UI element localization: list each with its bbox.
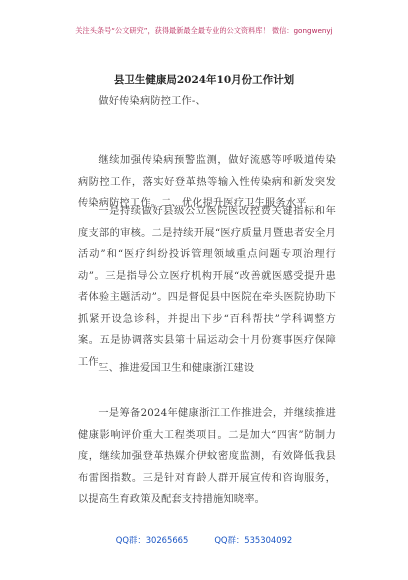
paragraph-1: 做好传染病防控工作-、 bbox=[98, 96, 206, 107]
footer-contact bbox=[0, 534, 408, 546]
paragraph-4: 三、推进爱国卫生和健康浙江建设 bbox=[98, 363, 255, 374]
paragraph-3: 一是持续做好县级公立医院医改控费关键指标和年度支部的审核。二是持续开展“医疗质量月暨患者安全月活动”和“医疗纠纷投诉管理领域重点问题专项治理行动”。三是指导公立医疗机构开展“改善就医感受提升患者体验主题活动”。四是督促县中医院在牵头医院协助下抓紧开设急诊科，并提出下步“百科帮扶”学科调整方案。五是协调落实县第十届运动会十月份赛事医疗保障工作。 bbox=[78, 206, 336, 368]
footer-qq-group-1: QQ群：30265665 bbox=[115, 535, 189, 545]
paragraph-5: 一是筹备2024年健康浙江工作推进会，并继续推进健康影响评价重大工程类项目。二是加大“四害”防制力度，继续加强登革热媒介伊蚊密度监测，有效降低我县布雷图指数。三是针对育龄人群开展宣传和咨询服务，以提高生育政策及配套支持措施知晓率。 bbox=[78, 408, 336, 505]
document-title: 县卫生健康局2024年10月份工作计划 bbox=[113, 74, 295, 86]
footer-qq-group-2: QQ群：535304092 bbox=[214, 535, 293, 545]
paragraph-2: 继续加强传染病预警监测，做好流感等呼吸道传染病防控工作，落实好登革热等输入性传染病和新发突发传染病防控工作。二、优化提升医疗卫生服务水平 bbox=[78, 155, 336, 209]
header-promo-note: 关注头条号“公文研究”，获得最新最全最专业的公文资料库！ 微信：gongwenyj bbox=[75, 26, 333, 35]
